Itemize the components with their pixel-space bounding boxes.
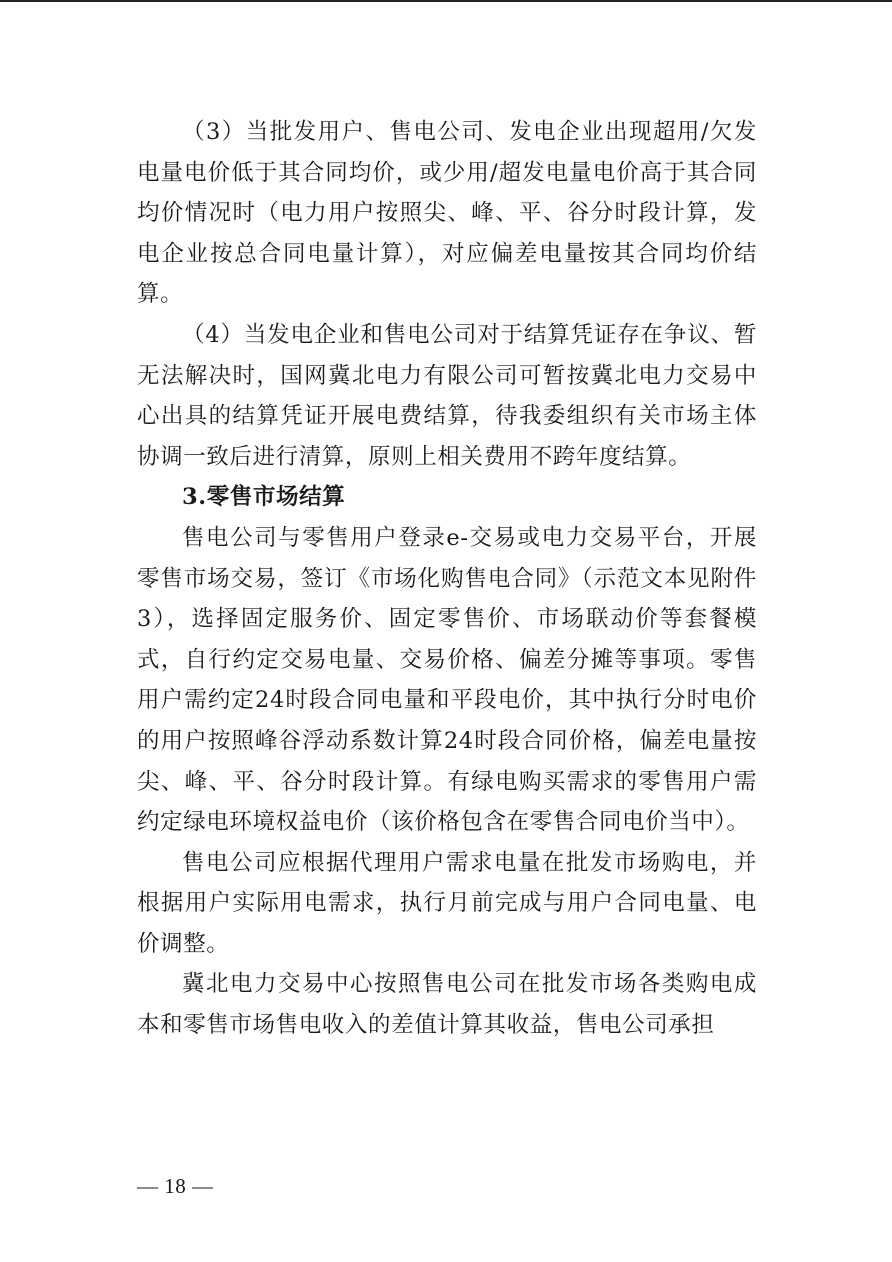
paragraph-retail-purchase: 售电公司应根据代理用户需求电量在批发市场购电，并根据用户实际用电需求，执行月前完成与用户合同电量、电价调整。 — [137, 849, 757, 957]
paragraph-item-3: （3）当批发用户、售电公司、发电企业出现超用/欠发电量电价低于其合同均价，或少用/超发电量电价高于其合同均价情况时（电力用户按照尖、峰、平、谷分时段计算，发电企业按总合同电量计算），对应偏差电量按其合同均价结算。 — [137, 119, 757, 308]
document-body — [137, 112, 757, 1046]
section-heading-retail-settlement: 3.零售市场结算 — [182, 484, 346, 511]
paragraph-retail-revenue: 冀北电力交易中心按照售电公司在批发市场各类购电成本和零售市场售电收入的差值计算其收益，售电公司承担 — [137, 971, 757, 1039]
paragraph-item-4: （4）当发电企业和售电公司对于结算凭证存在争议、暂无法解决时，国网冀北电力有限公司可暂按冀北电力交易中心出具的结算凭证开展电费结算，待我委组织有关市场主体协调一致后进行清算，原则上相关费用不跨年度结算。 — [137, 321, 757, 470]
paragraph-retail-trading: 售电公司与零售用户登录e-交易或电力交易平台，开展零售市场交易，签订《市场化购售电合同》（示范文本见附件3），选择固定服务价、固定零售价、市场联动价等套餐模式，自行约定交易电量、交易价格、偏差分摊等事项。零售用户需约定24时段合同电量和平段电价，其中执行分时电价的用户按照峰谷浮动系数计算24时段合同价格，偏差电量按尖、峰、平、谷分时段计算。有绿电购买需求的零售用户需约定绿电环境权益电价（该价格包含在零售合同电价当中）。 — [137, 524, 757, 836]
page-top-border — [0, 0, 892, 2]
page-number: — 18 — — [137, 1174, 214, 1198]
